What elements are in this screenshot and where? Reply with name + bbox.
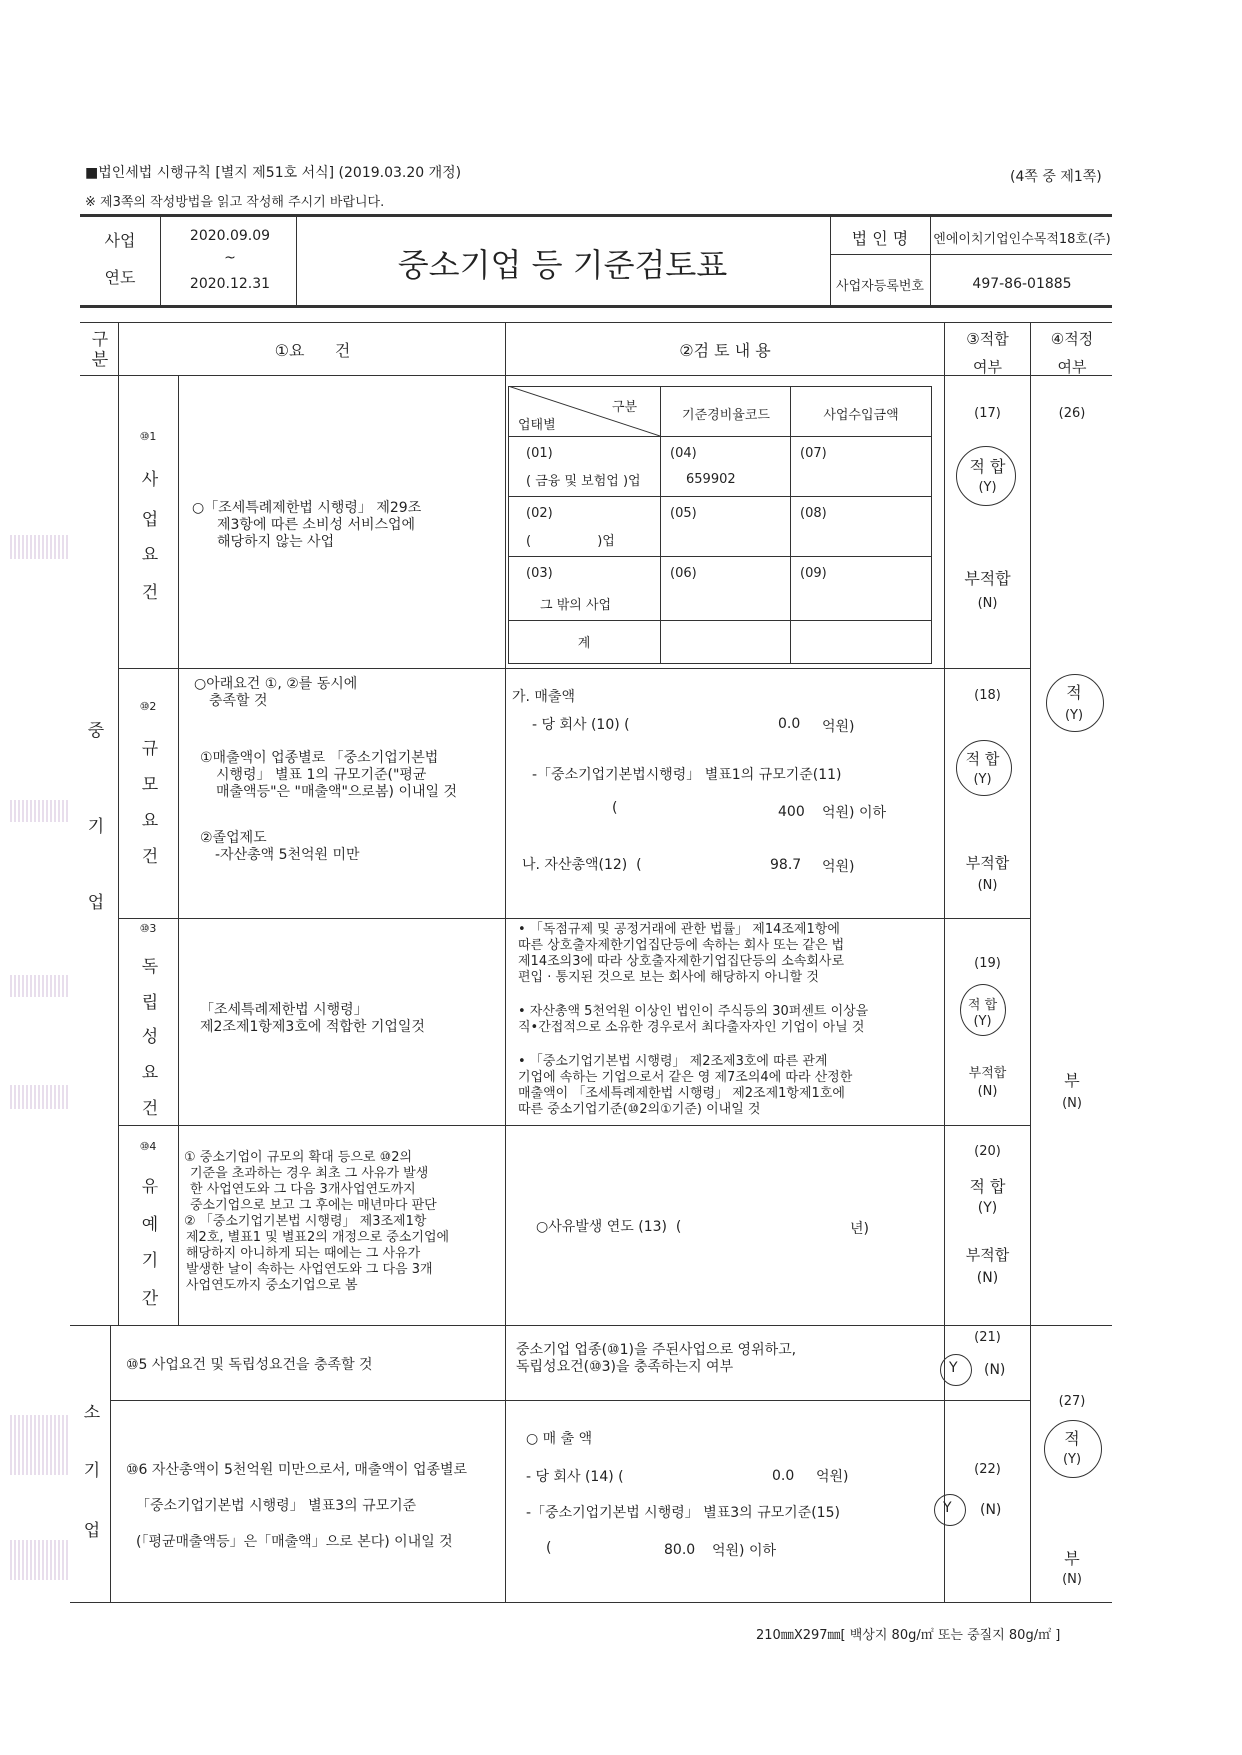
- table-head-gubun: 구분: [612, 400, 638, 415]
- rule: [830, 254, 1112, 255]
- row102-label: 규: [141, 739, 159, 759]
- rule: [80, 322, 1112, 323]
- industry-name: 그 밖의 사업: [540, 598, 612, 613]
- row-no: (03): [526, 566, 553, 581]
- col-review: ②검 토 내 용: [679, 341, 771, 360]
- row106-standard: -「중소기업기본법 시행령」 별표3의 규모기준(15): [526, 1505, 840, 1521]
- row101-check-no: (17): [974, 406, 1001, 421]
- row104-requirement: ① 중소기업이 규모의 확대 등으로 ⑩2의 기준을 초과하는 경우 최초 그 사유가 발생 한 사업연도와 그 다음 3개사업연도까지 중소기업으로 보고 그 후에는 매년마다 판단 ② 「중소기업기본법 시행령」 제3조제1항 제2호, 별표1 및 별표2의 개정으로 중소기업에 해당하지 아니하게 되는 때에는 그 사유가 발생한 날이 속하는 사업연도와 그 다음 3개 사업연도까지 중소기업으로 봄: [184, 1150, 450, 1293]
- page-info: (4쪽 중 제1쪽): [1010, 169, 1102, 185]
- fit-y: (Y): [973, 772, 992, 787]
- row101-label: 요: [141, 545, 159, 565]
- rule: [118, 668, 1030, 669]
- rule: [70, 1602, 1112, 1603]
- row103-label: 건: [141, 1099, 159, 1119]
- row-no: (04): [670, 446, 697, 461]
- rev-standard-unit: 억원) 이하: [822, 805, 887, 821]
- row102-req3: ②졸업제도 -자산총액 5천억원 미만: [200, 830, 360, 863]
- side-label-sme: 기: [87, 817, 105, 837]
- unfit-n: (N): [977, 1084, 998, 1099]
- form-regulation: ■법인세법 시행규칙 [별지 제51호 서식] (2019.03.20 개정): [85, 165, 462, 181]
- biz-no: 497-86-01885: [972, 276, 1072, 292]
- fit-label: 적 합: [965, 750, 1000, 768]
- row101-requirement: ○「조세특례제한법 시행령」 제29조 제3항에 따른 소비성 서비스업에 해당하지 않는 사업: [192, 500, 422, 550]
- form-title: 중소기업 등 기준검토표: [397, 246, 728, 284]
- industry-name: ( )업: [526, 534, 615, 549]
- rule: [1030, 322, 1031, 1325]
- fit4-unfit: 부: [1064, 1071, 1080, 1090]
- rev-own-unit: 억원): [822, 719, 855, 735]
- rule: [508, 436, 932, 437]
- unfit-n: (N): [977, 596, 998, 611]
- side-label-small: 소: [83, 1403, 101, 1423]
- row104-label: 간: [141, 1289, 159, 1309]
- rule: [508, 556, 932, 557]
- corp-name-label: 법 인 명: [851, 229, 909, 248]
- row104-label: 예: [141, 1215, 159, 1235]
- gubun-label: 구분: [91, 330, 109, 370]
- scan-artifact: [10, 975, 70, 997]
- row102-label: 모: [141, 775, 159, 795]
- fit4-n: (N): [1062, 1572, 1082, 1587]
- row105-y: Y: [949, 1360, 958, 1376]
- fit4-n: (N): [1062, 1096, 1082, 1111]
- row-no: (01): [526, 446, 553, 461]
- rev-standard-value: 400: [778, 804, 805, 820]
- fit4-y: (Y): [1064, 708, 1084, 723]
- row104-check-no: (20): [974, 1144, 1001, 1159]
- rule: [110, 1400, 1030, 1401]
- row102-req1: ○아래요건 ①, ②를 동시에 충족할 것: [194, 676, 358, 709]
- fit-label: 적 합: [967, 998, 998, 1013]
- rule: [296, 214, 297, 305]
- row105-check-no: (21): [974, 1330, 1001, 1345]
- row102-label: 요: [141, 811, 159, 831]
- row106-standard-open: (: [546, 1540, 552, 1556]
- rule: [505, 322, 506, 1325]
- rule: [830, 214, 831, 305]
- rev-assets: 나. 자산총액(12) (: [522, 857, 642, 873]
- rev-sales-title: 가. 매출액: [512, 689, 575, 705]
- rule: [508, 496, 932, 497]
- rev-assets-unit: 억원): [822, 859, 855, 875]
- rule: [790, 386, 791, 664]
- paper-spec-footer: 210㎜X297㎜[ 백상지 80g/㎡ 또는 중질지 80g/㎡ ]: [756, 1628, 1061, 1643]
- row105-review: 중소기업 업종(⑩1)을 주된사업으로 영위하고, 독립성요건(⑩3)을 충족하는지 여부: [516, 1342, 797, 1375]
- rule: [160, 214, 161, 305]
- scan-artifact: [10, 1415, 70, 1475]
- rev-size-standard: -「중소기업기본법시행령」 별표1의 규모기준(11): [532, 767, 842, 783]
- row106-sales-title: ○ 매 출 액: [526, 1431, 593, 1447]
- row-no: (06): [670, 566, 697, 581]
- scan-artifact: [10, 800, 70, 822]
- scan-artifact: [10, 1085, 70, 1109]
- corp-name: 엔에이치기업인수목적18호(주): [933, 232, 1111, 247]
- row103-number: ⑩3: [139, 922, 157, 935]
- unfit-n: (N): [976, 1270, 999, 1286]
- row102-label: 건: [141, 847, 159, 867]
- rule: [70, 1325, 1112, 1326]
- period-end: 2020.12.31: [189, 276, 271, 292]
- row103-review-1: • 「독점규제 및 공정거래에 관한 법률」 제14조제1항에 따른 상호출자제한기업집단등에 속하는 회사 또는 같은 법 제14조의3에 따라 상호출자제한기업집단등의 소속회사로 편입 · 통지된 것으로 보는 회사에 해당하지 아니할 것: [518, 922, 845, 985]
- row104-label: 기: [141, 1251, 159, 1271]
- rev-assets-value: 98.7: [770, 857, 802, 873]
- row104-label: 유: [141, 1177, 159, 1197]
- unfit-label: 부적합: [968, 1066, 1007, 1081]
- fit4-label: 적: [1066, 683, 1082, 702]
- rule: [660, 386, 661, 664]
- row103-label: 성: [141, 1027, 159, 1047]
- rule: [1030, 1325, 1031, 1602]
- row102-req2: ①매출액이 업종별로 「중소기업기본법 시행령」 별표 1의 규모기준("평균 매출액등"은 "매출액"으로봄) 이내일 것: [200, 750, 457, 800]
- fit-y: (Y): [973, 1014, 992, 1029]
- row104-review-unit: 년): [850, 1221, 869, 1237]
- row102-check-no: (18): [974, 688, 1001, 703]
- total-label: 계: [577, 636, 591, 651]
- year-label: 사업: [104, 231, 136, 250]
- unfit-label: 부적합: [964, 569, 1011, 588]
- rule: [110, 1325, 111, 1602]
- row-no: (08): [800, 506, 827, 521]
- rule: [80, 214, 1112, 217]
- row101-label: 사: [141, 470, 159, 490]
- fit4-y: (Y): [1062, 1452, 1082, 1467]
- row103-requirement: 「조세특례제한법 시행령」 제2조제1항제3호에 적합한 기업일것: [200, 1002, 425, 1035]
- fit4-label: 적: [1064, 1429, 1080, 1448]
- rule: [118, 322, 119, 1325]
- row106-check-no: (22): [974, 1462, 1001, 1477]
- unfit-n: (N): [977, 878, 998, 893]
- rev-standard-open: (: [612, 800, 618, 816]
- scan-artifact: [10, 1540, 70, 1580]
- row-no: (09): [800, 566, 827, 581]
- period-tilde: ~: [224, 250, 236, 266]
- side-label-small: 기: [83, 1461, 101, 1481]
- row101-number: ⑩1: [139, 430, 157, 443]
- row-no: (05): [670, 506, 697, 521]
- rev-own-company: - 당 회사 (10) (: [532, 717, 630, 733]
- row-no: (07): [800, 446, 827, 461]
- row103-label: 립: [141, 993, 159, 1013]
- side-label-small: 업: [83, 1521, 101, 1541]
- row105-requirement: ⑩5 사업요건 및 독립성요건을 충족할 것: [126, 1357, 373, 1373]
- row104-review: ○사유발생 연도 (13) (: [536, 1219, 682, 1235]
- rule: [178, 375, 179, 1325]
- fit-label: 적 합: [969, 457, 1006, 476]
- col-fit4: 여부: [1057, 358, 1087, 376]
- col-fit3: ③적합: [966, 330, 1009, 348]
- industry-name: ( 금융 및 보험업 )업: [526, 474, 641, 489]
- period-start: 2020.09.09: [189, 228, 271, 244]
- rule: [508, 620, 932, 621]
- row106-requirement: ⑩6 자산총액이 5천억원 미만으로서, 매출액이 업종별로 「중소기업기본법 시행령」 별표3의 규모기준 (「평균매출액등」은「매출액」으로 본다) 이내일 것: [126, 1462, 468, 1550]
- industry-code: 659902: [686, 472, 736, 487]
- row106-standard-unit: 억원) 이하: [712, 1543, 777, 1559]
- row106-n: (N): [980, 1502, 1002, 1518]
- row102-number: ⑩2: [139, 700, 157, 713]
- fit4-unfit: 부: [1064, 1549, 1080, 1568]
- row103-label: 요: [141, 1063, 159, 1083]
- row106-y: Y: [943, 1500, 952, 1516]
- row101-label: 건: [141, 583, 159, 603]
- rule: [930, 214, 931, 305]
- row103-review-3: • 「중소기업기본법 시행령」 제2조제3호에 따른 관계 기업에 속하는 기업으로서 같은 영 제7조의4에 따라 산정한 매출액이 「조세특례제한법 시행령」 제2조제1항제1호에 따른 중소기업기준(⑩2의①기준) 이내일 것: [518, 1054, 853, 1117]
- unfit-label: 부적합: [965, 854, 1010, 872]
- row104-number: ⑩4: [139, 1140, 157, 1153]
- row101-label: 업: [141, 510, 159, 530]
- side-label-sme: 업: [87, 893, 105, 913]
- rule: [505, 1325, 506, 1602]
- row106-standard-value: 80.0: [664, 1542, 696, 1558]
- instruction-note: ※ 제3쪽의 작성방법을 읽고 작성해 주시기 바랍니다.: [85, 195, 385, 210]
- rule: [80, 305, 1112, 308]
- fit-y: (Y): [977, 1200, 998, 1216]
- fit-label: 적 합: [969, 1177, 1006, 1196]
- rule: [118, 918, 1030, 919]
- table-head-type: 업태별: [518, 418, 556, 433]
- side-label-sme: 중: [87, 721, 105, 741]
- year-label: 연도: [104, 268, 136, 287]
- row106-check4-no: (27): [1058, 1394, 1086, 1409]
- row106-own-value: 0.0: [772, 1468, 795, 1484]
- rule: [118, 1125, 1030, 1126]
- row106-own-unit: 억원): [816, 1469, 849, 1485]
- row-no: (02): [526, 506, 553, 521]
- row101-check4-no: (26): [1058, 406, 1086, 421]
- table-head-amount: 사업수입금액: [823, 408, 899, 423]
- rev-own-value: 0.0: [778, 716, 801, 732]
- row103-check-no: (19): [974, 956, 1001, 971]
- col-fit4: ④적정: [1050, 330, 1094, 348]
- row103-label: 독: [141, 957, 159, 977]
- row106-own: - 당 회사 (14) (: [526, 1469, 624, 1485]
- biz-no-label: 사업자등록번호: [836, 279, 924, 294]
- col-requirement: ①요 건: [274, 341, 351, 360]
- scan-artifact: [10, 535, 70, 559]
- unfit-label: 부적합: [965, 1246, 1010, 1264]
- fit-y: (Y): [978, 480, 997, 495]
- col-fit3: 여부: [973, 358, 1002, 376]
- row103-review-2: • 자산총액 5천억원 이상인 법인이 주식등의 30퍼센트 이상을 직•간접적으로 소유한 경우로서 최다출자자인 기업이 아닐 것: [518, 1004, 869, 1035]
- row105-n: (N): [984, 1362, 1006, 1378]
- table-head-code: 기준경비율코드: [682, 408, 770, 423]
